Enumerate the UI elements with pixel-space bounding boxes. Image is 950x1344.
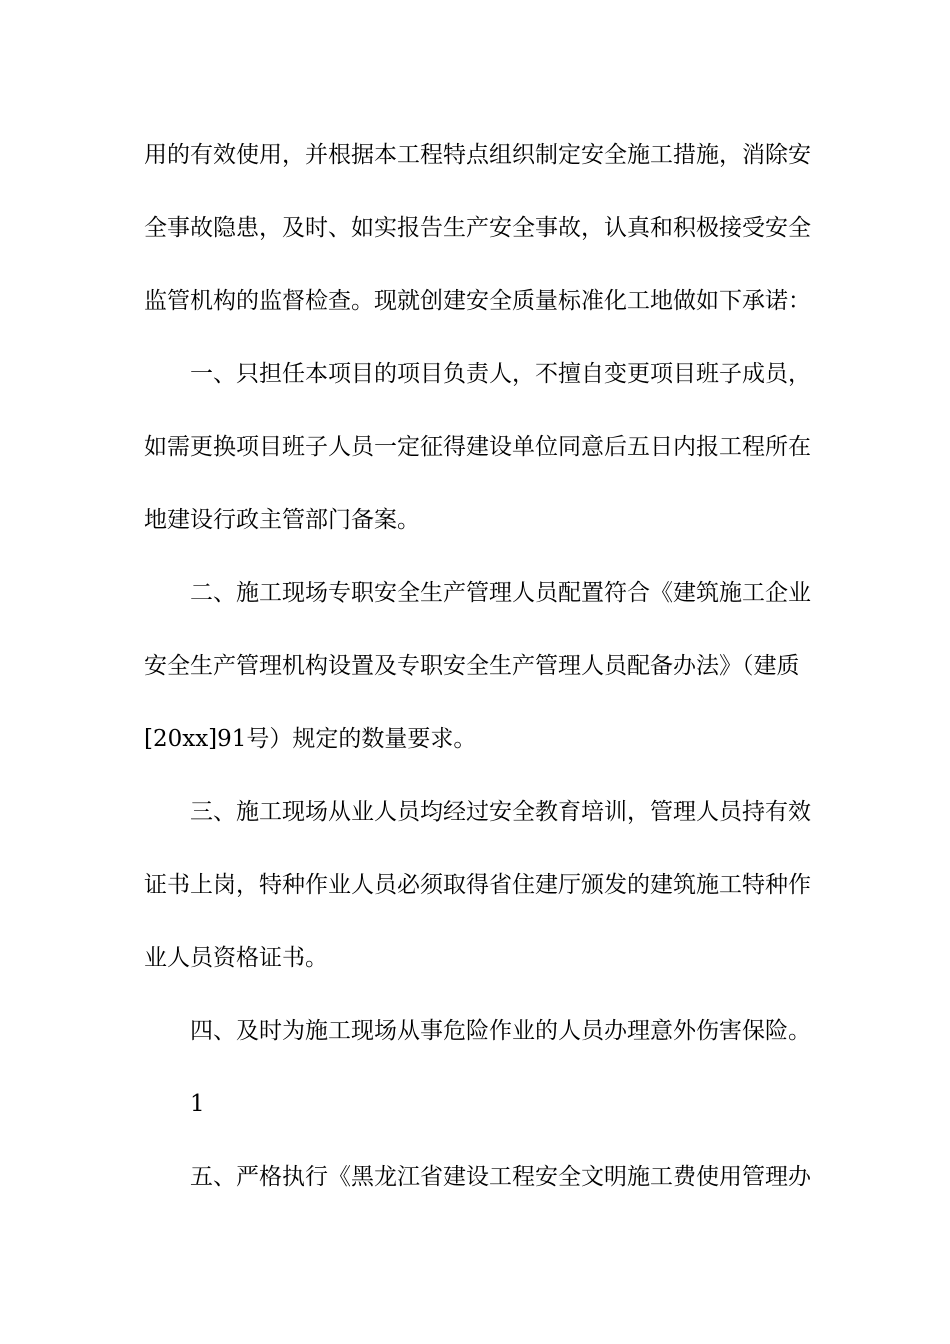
text-line-1: 用的有效使用，并根据本工程特点组织制定安全施工措施，消除安 [144, 142, 811, 168]
paragraph-2-line-3: [20xx]91号）规定的数量要求。 [144, 726, 477, 752]
paragraph-1-line-1: 一、只担任本项目的项目负责人，不擅自变更项目班子成员， [190, 361, 811, 387]
paragraph-4-line-1: 四、及时为施工现场从事危险作业的人员办理意外伤害保险。 [190, 1018, 811, 1044]
paragraph-3-line-2: 证书上岗，特种作业人员必须取得省住建厅颁发的建筑施工特种作 [144, 872, 811, 898]
paragraph-5-line-1: 五、严格执行《黑龙江省建设工程安全文明施工费使用管理办 [190, 1164, 811, 1190]
paragraph-2-line-1: 二、施工现场专职安全生产管理人员配置符合《建筑施工企业 [190, 580, 811, 606]
text-line-2: 全事故隐患，及时、如实报告生产安全事故，认真和积极接受安全 [144, 215, 811, 241]
paragraph-1-line-2: 如需更换项目班子人员一定征得建设单位同意后五日内报工程所在 [144, 434, 811, 460]
text-line-3: 监管机构的监督检查。现就创建安全质量标准化工地做如下承诺： [144, 288, 811, 314]
paragraph-3-line-1: 三、施工现场从业人员均经过安全教育培训，管理人员持有效 [190, 799, 811, 825]
paragraph-3-line-3: 业人员资格证书。 [144, 945, 328, 971]
paragraph-1-line-3: 地建设行政主管部门备案。 [144, 507, 420, 533]
paragraph-2-line-2: 安全生产管理机构设置及专职安全生产管理人员配备办法》（建质 [144, 653, 800, 679]
page-number: 1 [190, 1091, 205, 1117]
